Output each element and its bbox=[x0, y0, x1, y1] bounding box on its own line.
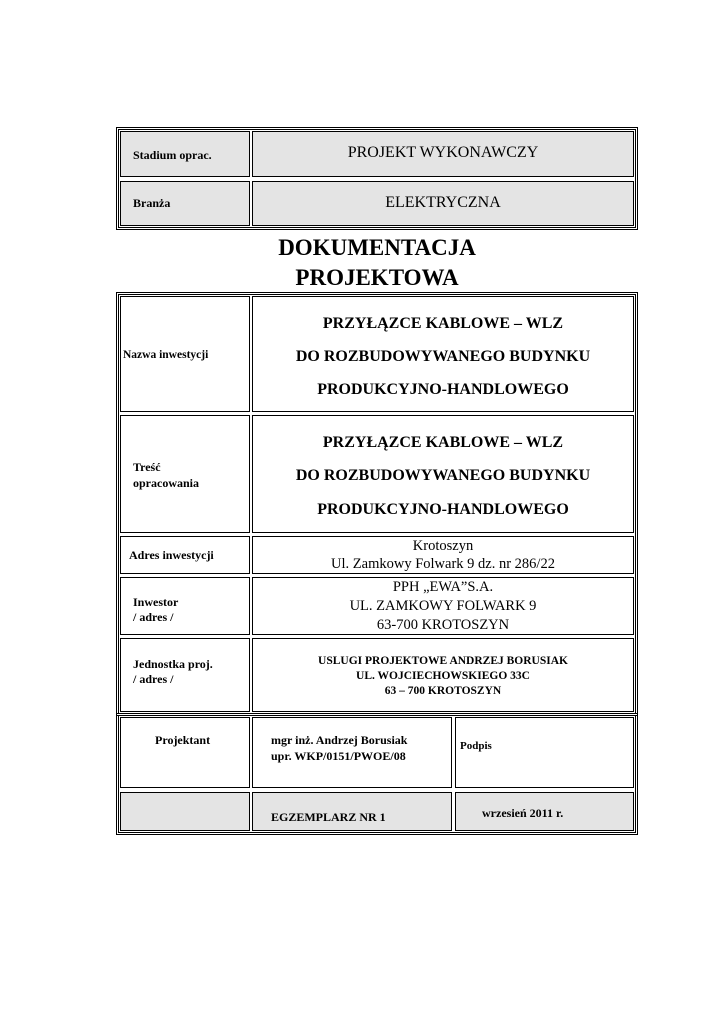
projektant-label: Projektant bbox=[155, 733, 211, 747]
inwestor-value-cell bbox=[252, 577, 634, 635]
egzemplarz-label: EGZEMPLARZ NR 1 bbox=[271, 810, 386, 824]
podpis-label: Podpis bbox=[460, 740, 492, 752]
podpis-cell bbox=[455, 717, 634, 788]
stadium-value: PROJEKT WYKONAWCZY bbox=[347, 144, 539, 161]
projektant-name-cell bbox=[252, 717, 452, 788]
jednostka-label-line2: / adres / bbox=[133, 672, 174, 686]
tresc-value-cell bbox=[252, 415, 634, 533]
tresc-line-2: DO ROZBUDOWYWANEGO BUDYNKU bbox=[295, 467, 591, 484]
nazwa-line-1: PRZYŁĄZCE KABLOWE – WLZ bbox=[322, 315, 564, 332]
adres-line-1: Krotoszyn bbox=[412, 538, 474, 554]
projektant-label-cell bbox=[120, 717, 250, 788]
tresc-label-line2: opracowania bbox=[133, 476, 199, 490]
nazwa-label: Nazwa inwestycji bbox=[123, 349, 209, 361]
tresc-line-3: PRODUKCYJNO-HANDLOWEGO bbox=[317, 501, 569, 518]
inwestor-label-line2: / adres / bbox=[133, 610, 174, 624]
inwestor-line-3: 63-700 KROTOSZYN bbox=[376, 617, 510, 633]
adres-label: Adres inwestycji bbox=[129, 548, 214, 562]
jednostka-value-cell bbox=[252, 638, 634, 712]
projektant-uprawnienia: upr. WKP/0151/PWOE/08 bbox=[271, 749, 406, 763]
jednostka-label-cell bbox=[120, 638, 250, 712]
tresc-label-cell bbox=[120, 415, 250, 533]
projektant-name: mgr inż. Andrzej Borusiak bbox=[271, 733, 408, 747]
nazwa-label-cell bbox=[120, 296, 250, 412]
nazwa-value-cell bbox=[252, 296, 634, 412]
egzemplarz-cell bbox=[252, 792, 452, 831]
branza-value-cell bbox=[252, 181, 634, 226]
inwestor-line-2: UL. ZAMKOWY FOLWARK 9 bbox=[349, 598, 537, 614]
adres-value-cell bbox=[252, 536, 634, 574]
stadium-label: Stadium oprac. bbox=[133, 148, 212, 162]
nazwa-line-2: DO ROZBUDOWYWANEGO BUDYNKU bbox=[295, 348, 591, 365]
footer-blank-cell bbox=[120, 792, 250, 831]
adres-label-cell bbox=[120, 536, 250, 574]
date-label: wrzesień 2011 r. bbox=[482, 806, 564, 820]
branza-value: ELEKTRYCZNA bbox=[385, 194, 501, 211]
jednostka-label-line1: Jednostka proj. bbox=[133, 657, 213, 671]
stadium-label-cell bbox=[120, 131, 250, 177]
branza-label: Branża bbox=[133, 196, 171, 210]
date-cell bbox=[455, 792, 634, 831]
inwestor-line-1: PPH „EWA”S.A. bbox=[392, 579, 494, 595]
jednostka-line-1: USLUGI PROJEKTOWE ANDRZEJ BORUSIAK bbox=[318, 655, 568, 667]
tresc-label-line1: Treść bbox=[133, 460, 161, 474]
inwestor-label-cell bbox=[120, 577, 250, 635]
jednostka-line-3: 63 – 700 KROTOSZYN bbox=[384, 685, 502, 697]
tresc-line-1: PRZYŁĄZCE KABLOWE – WLZ bbox=[322, 434, 564, 451]
inwestor-label-line1: Inwestor bbox=[133, 595, 179, 609]
doc-title-line2: PROJEKTOWA bbox=[295, 265, 459, 290]
doc-title-line1: DOKUMENTACJA bbox=[278, 235, 476, 260]
branza-label-cell bbox=[120, 181, 250, 226]
doc-title bbox=[252, 233, 502, 293]
adres-line-2: Ul. Zamkowy Folwark 9 dz. nr 286/22 bbox=[331, 556, 555, 572]
stadium-value-cell bbox=[252, 131, 634, 177]
nazwa-line-3: PRODUKCYJNO-HANDLOWEGO bbox=[317, 381, 569, 398]
jednostka-line-2: UL. WOJCIECHOWSKIEGO 33C bbox=[356, 670, 530, 682]
